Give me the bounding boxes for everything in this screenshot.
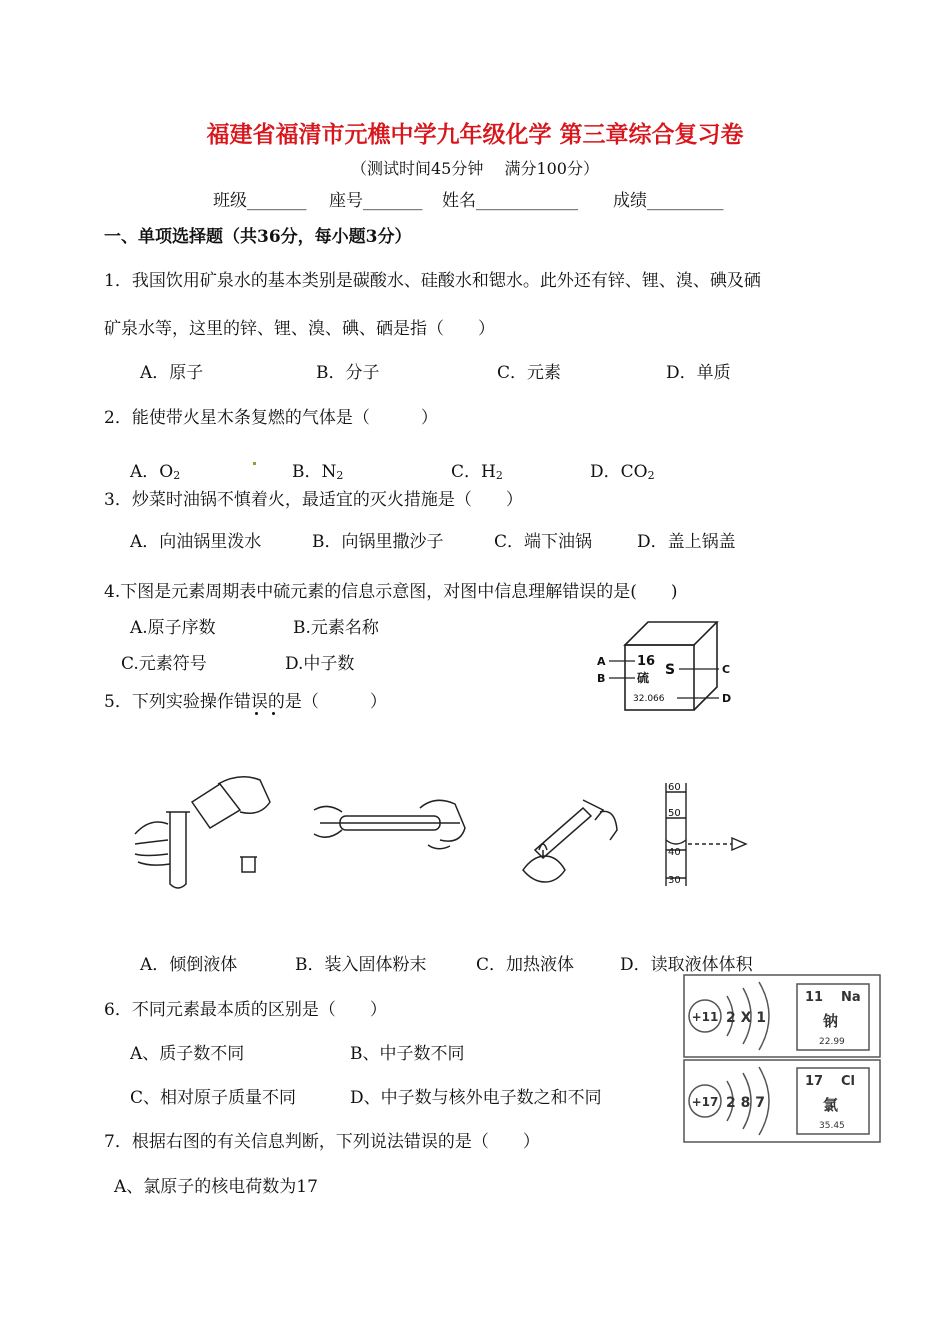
fig-s-mass: 32.066 — [633, 694, 665, 704]
q2-option-c: C．$H_2$ — [451, 462, 503, 482]
page-subtitle: （测试时间45分钟 满分100分） — [351, 159, 599, 178]
na-shells: 2 X 1 — [726, 1010, 767, 1026]
q2-option-a: A．$O_2$ — [130, 462, 181, 482]
cl-symbol: Cl — [841, 1074, 855, 1089]
q1-line2: 矿泉水等，这里的锌、锂、溴、碘、硒是指（ ） — [104, 319, 495, 339]
fig-s-name: 硫 — [637, 671, 650, 685]
cl-name: 氯 — [823, 1096, 839, 1114]
q3-stem: 3．炒菜时油锅不慎着火，最适宜的灭火措施是（ ） — [104, 490, 523, 510]
cl-number: 17 — [805, 1074, 824, 1089]
cl-shells: 2 8 7 — [726, 1095, 765, 1111]
q6-option-a: A、质子数不同 — [130, 1044, 245, 1064]
q5-option-c: C．加热液体 — [476, 955, 575, 975]
cylinder-tick-40: 40 — [668, 847, 681, 858]
fig-s-symbol: S — [665, 662, 676, 678]
q4-option-a: A.原子序数 — [130, 618, 216, 638]
cl-mass: 35.45 — [819, 1121, 845, 1131]
q3-option-b: B．向锅里撒沙子 — [312, 532, 444, 552]
q6-option-c: C、相对原子质量不同 — [130, 1088, 297, 1108]
emphasis-dot — [255, 712, 258, 715]
class-field: 班级_______ — [213, 191, 307, 211]
q5-option-a: A．倾倒液体 — [140, 955, 238, 975]
heating-liquid-illustration — [505, 790, 635, 890]
q6-option-b: B、中子数不同 — [350, 1044, 465, 1064]
cylinder-tick-30: 30 — [668, 875, 681, 886]
name-field: 姓名____________ — [442, 191, 578, 211]
stray-dot — [253, 462, 256, 465]
q4-option-d: D.中子数 — [285, 654, 355, 674]
seat-field: 座号_______ — [329, 191, 423, 211]
section-title: 一、单项选择题（共36分，每小题3分） — [104, 227, 412, 247]
fig-label-b: B — [597, 672, 606, 685]
q1-option-c: C．元素 — [497, 363, 562, 383]
q2-option-b: B．$N_2$ — [292, 462, 344, 482]
q1-option-b: B．分子 — [316, 363, 380, 383]
q6-stem: 6．不同元素最本质的区别是（ ） — [104, 1000, 387, 1020]
fig-label-a: A — [597, 655, 606, 668]
na-mass: 22.99 — [819, 1037, 845, 1047]
q3-option-d: D．盖上锅盖 — [637, 532, 736, 552]
cylinder-tick-50: 50 — [668, 808, 681, 819]
q7-option-a: A、氯原子的核电荷数为17 — [114, 1177, 318, 1197]
sulfur-element-figure — [595, 612, 745, 717]
q3-option-c: C．端下油锅 — [494, 532, 593, 552]
q5-option-d: D．读取液体体积 — [620, 955, 753, 975]
emphasis-dot — [272, 712, 275, 715]
page-title: 福建省福清市元樵中学九年级化学 第三章综合复习卷 — [206, 121, 744, 148]
fig-label-d: D — [722, 692, 732, 705]
q4-stem: 4.下图是元素周期表中硫元素的信息示意图，对图中信息理解错误的是( ) — [104, 582, 678, 602]
na-name: 钠 — [823, 1012, 839, 1030]
q6-option-d: D、中子数与核外电子数之和不同 — [350, 1088, 602, 1108]
atom-structure-figure — [683, 974, 883, 1144]
q1-line1: 1．我国饮用矿泉水的基本类别是碳酸水、硅酸水和锶水。此外还有锌、锂、溴、碘及硒 — [104, 271, 761, 291]
q2-option-d: D．$CO_2$ — [590, 462, 655, 482]
q1-option-d: D．单质 — [666, 363, 731, 383]
q2-stem: 2．能使带火星木条复燃的气体是（ ） — [104, 408, 438, 428]
na-number: 11 — [805, 990, 824, 1005]
q4-option-b: B.元素名称 — [293, 618, 379, 638]
cl-nucleus: +17 — [691, 1095, 719, 1109]
fig-s-number: 16 — [637, 654, 656, 669]
na-nucleus: +11 — [691, 1010, 719, 1024]
fig-label-c: C — [722, 663, 731, 676]
solid-powder-illustration — [310, 790, 470, 870]
pouring-liquid-illustration — [130, 762, 280, 897]
q5-stem: 5．下列实验操作错误的是（ ） — [104, 692, 387, 712]
graduated-cylinder-illustration — [660, 778, 760, 890]
cylinder-tick-60: 60 — [668, 782, 681, 793]
q5-option-b: B．装入固体粉末 — [295, 955, 427, 975]
score-field: 成绩_________ — [613, 191, 724, 211]
q1-option-a: A．原子 — [140, 363, 204, 383]
q4-option-c: C.元素符号 — [121, 654, 207, 674]
q7-stem: 7．根据右图的有关信息判断，下列说法错误的是（ ） — [104, 1132, 540, 1152]
q3-option-a: A．向油锅里泼水 — [130, 532, 262, 552]
na-symbol: Na — [841, 990, 861, 1005]
